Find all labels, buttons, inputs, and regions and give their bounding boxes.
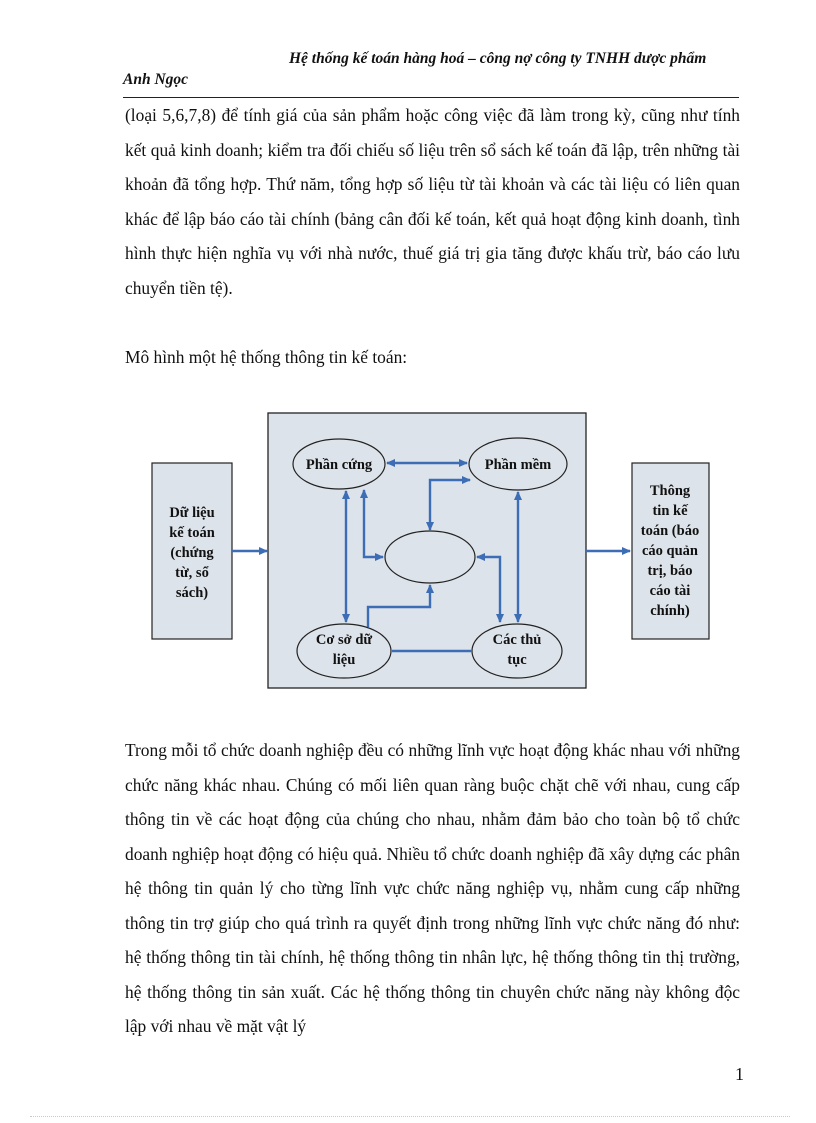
output-label-1: Thông bbox=[649, 483, 691, 499]
page-number: 1 bbox=[735, 1064, 744, 1084]
paragraph-2: Mô hình một hệ thống thông tin kế toán: bbox=[125, 347, 408, 367]
output-label-7: chính) bbox=[650, 603, 690, 619]
node-database-label-1: Cơ sở dữ bbox=[315, 632, 373, 648]
output-label-6: cáo tài bbox=[649, 583, 691, 599]
node-hardware-label: Phần cứng bbox=[305, 457, 373, 473]
output-label-3: toán (báo bbox=[640, 523, 700, 539]
node-procedures-label-1: Các thủ bbox=[492, 632, 542, 648]
input-label-1: Dữ liệu bbox=[169, 505, 215, 521]
paragraph-3: Trong mỗi tổ chức doanh nghiệp đều có những lĩnh vực hoạt động khác nhau với những chức năng khác nhau. Chúng có mối liên quan ràng buộc chặt chẽ với nhau, cung cấp thông tin về các hoạt động của chúng cho nhau, nhằm đảm bảo cho toàn bộ tổ chức doanh nghiệp hoạt động có hiệu quả. Nhiều tổ chức doanh nghiệp đã xây dựng các phân hệ thông tin quản lý cho từng lĩnh vực chức năng nghiệp vụ, nhằm cung cấp những thông tin trợ giúp cho quá trình ra quyết định trong những lĩnh vực chức năng đó như: hệ thống thông tin tài chính, hệ thống thông tin nhân lực, hệ thống thông tin thị trường, hệ thống thông tin sản xuất. Các hệ thống thông tin chuyên chức năng này không độc lập với nhau về mặt vật lý bbox=[125, 740, 740, 1036]
input-label-3: (chứng bbox=[170, 545, 214, 561]
footer-dotted-line bbox=[30, 1116, 790, 1117]
paragraph-1: (loại 5,6,7,8) để tính giá của sản phẩm hoặc công việc đã làm trong kỳ, cũng như tính kết quả kinh doanh; kiểm tra đối chiếu số liệu trên sổ sách kế toán đã lập, trên những tài khoản đã tổng hợp. Thứ năm, tổng hợp số liệu từ tài khoản và các tài liệu có liên quan khác để lập báo cáo tài chính (bảng cân đối kế toán, kết quả hoạt động kinh doanh, tình hình thực hiện nghĩa vụ với nhà nước, thuế giá trị gia tăng được khấu trừ, báo cáo lưu chuyển tiền tệ). bbox=[125, 105, 740, 298]
node-procedures-label-2: tục bbox=[507, 652, 527, 668]
output-label-2: tin kế bbox=[652, 503, 688, 519]
node-database-label-2: liệu bbox=[332, 652, 356, 668]
input-label-5: sách) bbox=[175, 585, 209, 601]
node-center bbox=[385, 531, 475, 583]
input-label-2: kế toán bbox=[169, 525, 215, 541]
header-title: Hệ thống kế toán hàng hoá – công nợ công ty TNHH dược phẩm bbox=[289, 50, 707, 67]
node-software-label: Phần mềm bbox=[484, 457, 552, 473]
output-label-5: trị, báo bbox=[647, 563, 693, 579]
input-label-4: từ, sổ bbox=[175, 565, 209, 581]
output-label-4: cáo quản bbox=[641, 543, 699, 559]
header-company: Anh Ngọc bbox=[123, 71, 189, 88]
